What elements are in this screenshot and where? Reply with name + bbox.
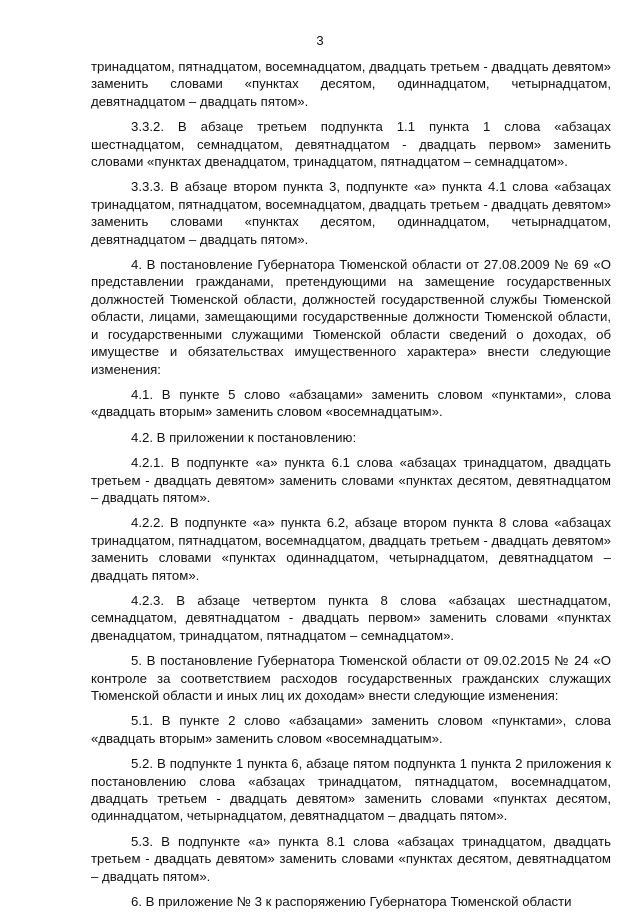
paragraph-3-3-3: 3.3.3. В абзаце втором пункта 3, подпункте «а» пункта 4.1 слова «абзацах тринадцатом, пятнадцатом, восемнадцатом, двадцать третьем - двадцать девятом» заменить словами «пунктах десятом, одиннадцатом, четырнадцатом, девятнадцатом – двадцать пятом». — [91, 179, 611, 247]
paragraph-4-1: 4.1. В пункте 5 слово «абзацами» заменить словом «пунктами», слова «двадцать вторым» заменить словом «восемнадцатым». — [91, 386, 611, 420]
paragraph-continuation: тринадцатом, пятнадцатом, восемнадцатом, двадцать третьем - двадцать девятом» заменить словами «пунктах десятом, одиннадцатом, четырнадцатом, девятнадцатом – двадцать пятом». — [91, 59, 611, 109]
paragraph-5-2: 5.2. В подпункте 1 пункта 6, абзаце пятом подпункта 1 пункта 2 приложения к постановлению слова «абзацах тринадцатом, пятнадцатом, восемнадцатом, двадцать третьем - двадцать девятом» заменить словами «пунктах десятом, одиннадцатом, четырнадцатом, девятнадцатом – двадцать пятом». — [91, 756, 611, 824]
paragraph-5-3: 5.3. В подпункте «а» пункта 8.1 слова «абзацах тринадцатом, двадцать третьем - двадцать девятом» заменить словами «пунктах десятом, девятнадцатом – двадцать пятом». — [91, 833, 611, 884]
paragraph-4-2-1: 4.2.1. В подпункте «а» пункта 6.1 слова «абзацах тринадцатом, двадцать третьем - двадцать девятом» заменить словами «пунктах десятом, девятнадцатом – двадцать пятом». — [91, 455, 611, 505]
document-body — [91, 58, 611, 918]
paragraph-3-3-2: 3.3.2. В абзаце третьем подпункта 1.1 пункта 1 слова «абзацах шестнадцатом, семнадцатом, девятнадцатом - двадцать первом» заменить словами «пунктах двенадцатом, тринадцатом, пятнадцатом – семнадцатом». — [91, 119, 611, 170]
paragraph-4-2-2: 4.2.2. В подпункте «а» пункта 6.2, абзаце втором пункта 8 слова «абзацах тринадцатом, пятнадцатом, восемнадцатом, двадцать третьем - двадцать девятом» заменить словами «пунктах одиннадцатом, четырнадцатом, девятнадцатом – двадцать пятом». — [91, 515, 611, 583]
paragraph-5-1: 5.1. В пункте 2 слово «абзацами» заменить словом «пунктами», слова «двадцать вторым» заменить словом «восемнадцатым». — [91, 713, 611, 746]
paragraph-6: 6. В приложение № 3 к распоряжению Губернатора Тюменской области — [131, 894, 572, 910]
paragraph-5: 5. В постановление Губернатора Тюменской области от 09.02.2015 № 24 «О контроле за соответствием расходов государственных гражданских служащих Тюменской области и иных лиц их доходам» внести следующие изменения: — [91, 653, 611, 703]
paragraph-4-2: 4.2. В приложении к постановлению: — [131, 429, 357, 445]
page-number: 3 — [316, 33, 324, 48]
paragraph-4-2-3: 4.2.3. В абзаце четвертом пункта 8 слова «абзацах шестнадцатом, семнадцатом, девятнадцатом - двадцать первом» заменить словами «пунктах двенадцатом, тринадцатом, пятнадцатом – семнадцатом». — [91, 592, 611, 643]
paragraph-4: 4. В постановление Губернатора Тюменской области от 27.08.2009 № 69 «О представлении гражданами, претендующими на замещение государственных должностей Тюменской области, должностей государственной службы Тюменской области, лицами, замещающими государственные должности Тюменской области, и государственными служащими Тюменской области сведений о доходах, об имуществе и обязательствах имущественного характера» внести следующие изменения: — [91, 257, 611, 377]
